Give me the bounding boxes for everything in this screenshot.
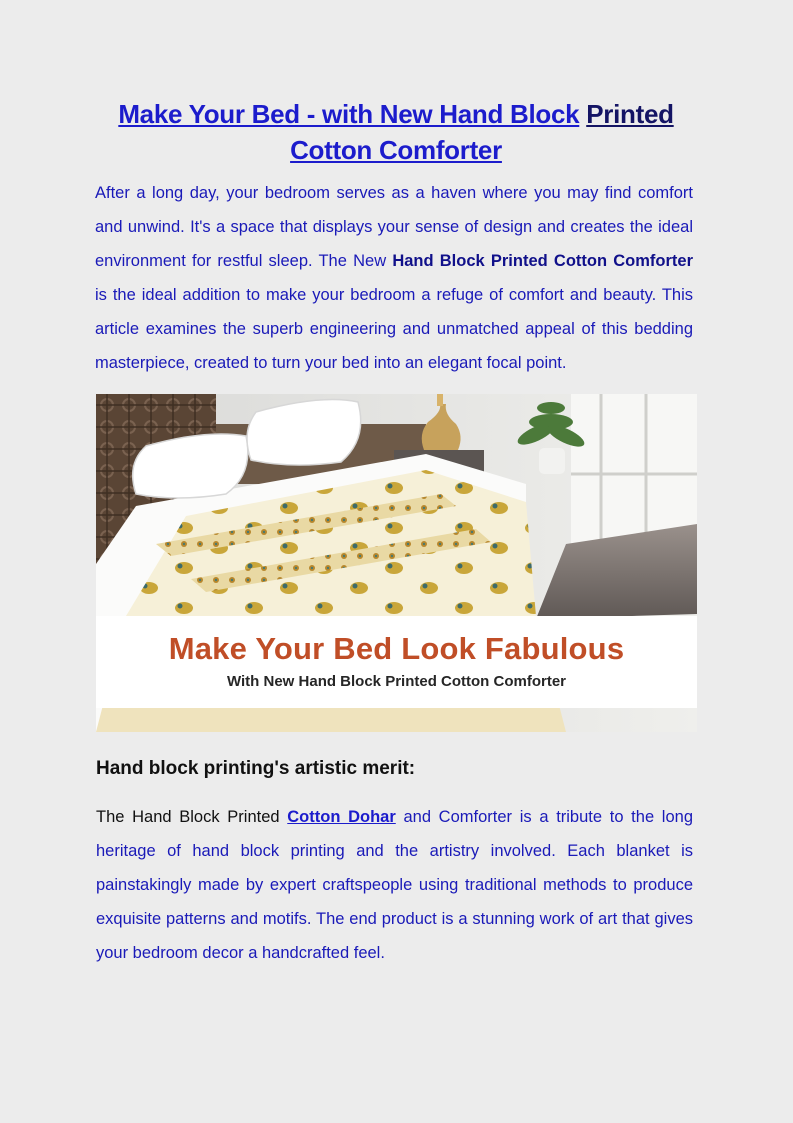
- section-rest-text: and Comforter is a tribute to the long heritage of hand block printing and the artistry involved. Each blanket is painstakingly made by expert craftspeople using traditional methods to produce exquisite patterns and motifs. The end product is a stunning work of art that gives your bedroom decor a handcrafted feel.: [96, 808, 694, 962]
- hero-image: [96, 394, 697, 732]
- section-paragraph: [96, 800, 693, 970]
- hero-banner: [96, 616, 697, 708]
- banner-subtitle: With New Hand Block Printed Cotton Comforter: [226, 673, 567, 690]
- intro-text-2: is the ideal addition to make your bedroom a refuge of comfort and beauty. This article examines the superb engineering and unmatched appeal of this bedding masterpiece, created to turn your bed into an elegant focal point.: [95, 286, 693, 372]
- cotton-dohar-link[interactable]: Cotton Dohar: [287, 808, 396, 826]
- banner-title: Make Your Bed Look Fabulous: [168, 631, 625, 666]
- title-link[interactable]: Make Your Bed - with New Hand Block: [118, 99, 580, 129]
- intro-text-1: After a long day, your bedroom serves as a haven where you may find comfort and unwind. It's a space that displays your sense of design and creates the ideal environment for restful sleep. The New: [95, 184, 693, 270]
- page-title: [96, 96, 696, 168]
- intro-bold-product: Hand Block Printed Cotton Comforter: [392, 252, 693, 270]
- section-heading: Hand block printing's artistic merit:: [96, 758, 416, 779]
- title-word-printed: Printed: [586, 99, 674, 129]
- section-lead-text: The Hand Block Printed: [96, 808, 288, 826]
- intro-paragraph: [95, 176, 693, 380]
- title-link-comforter[interactable]: Cotton Comforter: [290, 135, 502, 165]
